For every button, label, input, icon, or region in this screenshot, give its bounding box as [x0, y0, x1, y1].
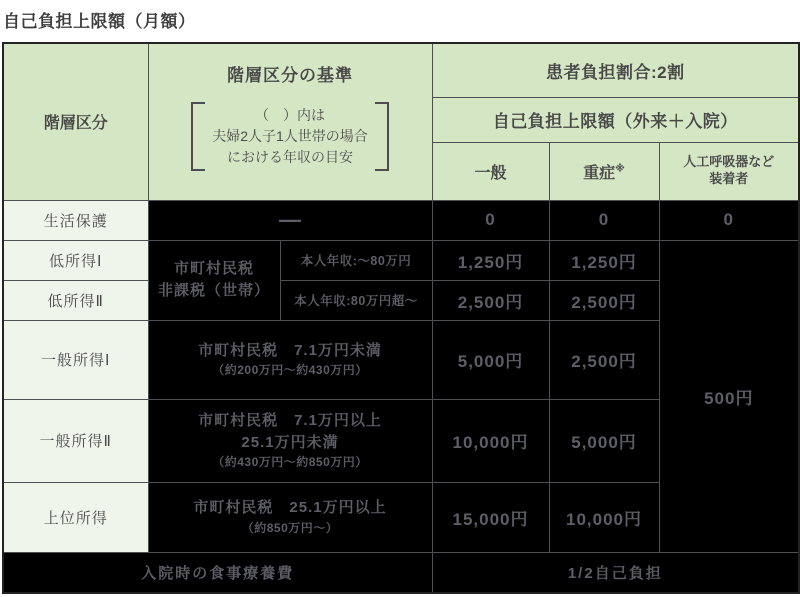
- note-line-1: （ ）内は: [255, 107, 325, 123]
- joi-general-value: 15,000円: [432, 482, 549, 552]
- ippan2-severe-value: 5,000円: [549, 399, 659, 482]
- ventilator-label-line2: 装着者: [709, 171, 749, 186]
- header-patient-ratio: 患者負担割合:2割: [432, 43, 799, 97]
- table-row-seikatsu-hogo: [3, 200, 799, 240]
- ippan2-basis-main1: 市町村民税 7.1万円以上: [198, 411, 382, 429]
- ippan1-basis-main: 市町村民税 7.1万円未満: [198, 341, 382, 359]
- header-tier-category: 階層区分: [3, 43, 148, 200]
- header-col-severe: [549, 142, 659, 200]
- ippan2-general-value: 10,000円: [432, 399, 549, 482]
- low-income-basis-line2: 非課税（世帯）: [157, 282, 270, 299]
- cost-limit-table: [2, 42, 800, 594]
- seikatsu-severe-value: 0: [549, 200, 659, 240]
- teishotoku1-income: 本人年収:～80万円: [280, 240, 432, 280]
- joi-severe-value: 10,000円: [549, 482, 659, 552]
- seikatsu-general-value: 0: [432, 200, 549, 240]
- header-col-general: 一般: [432, 142, 549, 200]
- note-line-2: 夫婦2人子1人世帯の場合: [212, 128, 368, 144]
- ippan1-basis: [148, 320, 432, 399]
- table-row-teishotoku-1: [3, 240, 799, 280]
- ventilator-shared-value: 500円: [659, 240, 799, 552]
- ippan2-basis-sub: （約430万円～約850万円）: [212, 455, 368, 470]
- teishotoku2-income: 本人年収:80万円超～: [280, 280, 432, 320]
- seikatsu-ventilator-value: 0: [659, 200, 799, 240]
- row-label-ippan-1: 一般所得Ⅰ: [3, 320, 148, 399]
- table-row-footer: [3, 552, 799, 593]
- criteria-note-text: [210, 102, 370, 171]
- joi-basis: [148, 482, 432, 552]
- teishotoku1-severe-value: 1,250円: [549, 240, 659, 280]
- right-bracket: [375, 102, 389, 171]
- note-line-3: における年収の目安: [227, 149, 353, 165]
- ippan1-basis-sub: （約200万円～約430万円）: [212, 363, 368, 378]
- row-label-teishotoku-2: 低所得Ⅱ: [3, 280, 148, 320]
- criteria-note: [191, 102, 389, 171]
- header-limit-title: 自己負担上限額（外来＋入院）: [432, 97, 799, 142]
- header-criteria: [148, 43, 432, 200]
- teishotoku2-general-value: 2,500円: [432, 280, 549, 320]
- footer-meal-cost: 入院時の食事療養費: [3, 552, 432, 593]
- joi-basis-sub: （約850万円～）: [241, 520, 339, 535]
- ippan2-basis: [148, 399, 432, 482]
- joi-basis-main: 市町村民税 25.1万円以上: [193, 499, 387, 517]
- teishotoku1-general-value: 1,250円: [432, 240, 549, 280]
- ippan2-basis-main2: 25.1万円未満: [241, 433, 339, 451]
- criteria-title: 階層区分の基準: [227, 66, 353, 85]
- severe-label: 重症: [583, 164, 616, 182]
- row-label-ippan-2: 一般所得Ⅱ: [3, 399, 148, 482]
- footer-half-burden: 1/2自己負担: [432, 552, 799, 593]
- page-title: 自己負担上限額（月額）: [3, 12, 196, 31]
- header-col-ventilator: [659, 142, 799, 200]
- low-income-tax-basis: [148, 240, 280, 320]
- row-label-joi-shotoku: 上位所得: [3, 482, 148, 552]
- seikatsu-basis-dash: —: [148, 200, 432, 240]
- ventilator-label-line1: 人工呼吸器など: [683, 154, 775, 170]
- ippan1-general-value: 5,000円: [432, 320, 549, 399]
- severe-footnote-mark: ※: [615, 163, 625, 175]
- row-label-seikatsu-hogo: 生活保護: [3, 200, 148, 240]
- row-label-teishotoku-1: 低所得Ⅰ: [3, 240, 148, 280]
- criteria-content: [151, 44, 430, 171]
- left-bracket: [191, 102, 205, 171]
- teishotoku2-severe-value: 2,500円: [549, 280, 659, 320]
- low-income-basis-line1: 市町村民税: [173, 260, 254, 278]
- ippan1-severe-value: 2,500円: [549, 320, 659, 399]
